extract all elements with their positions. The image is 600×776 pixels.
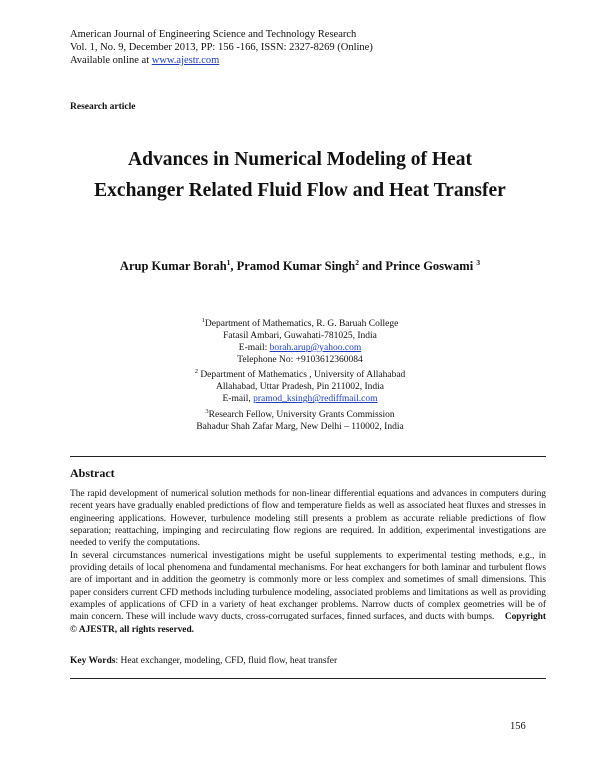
abstract-paragraph-1: The rapid development of numerical solution methods for non-linear differential equations and advances in computers during recent years have gradually enabled predictions of flow and temperature fields as well as associated heat fluxes and stresses in engineering applications. However, turbulence modeling still presents a problem as accurate reliable predictions of flow separation; reattaching, impinging and recirculating flow regions are required. In addition, experimental investigations are needed to verify the computations.: [70, 489, 546, 549]
page-number: 156: [510, 721, 526, 732]
affiliation-3-line-1: $^3$Research Fellow, University Grants Commission: [205, 407, 395, 421]
copyright-notice: Copyright © AJESTR, all rights reserved.: [70, 612, 546, 635]
article-type-label: Research article: [70, 102, 136, 112]
affiliation-1-line-1: $^1$Department of Mathematics, R. G. Baruah College: [201, 317, 399, 330]
author-name: Arup Kumar Borah: [119, 259, 227, 274]
email-link-1[interactable]: borah.arup@yahoo.com: [269, 342, 362, 353]
abstract-body: [70, 488, 546, 636]
affiliation-3-line-2: Bahadur Shah Zafar Marg, New Delhi – 110002, India: [196, 421, 404, 432]
author-affiliation-mark: 3: [476, 258, 481, 267]
journal-name: American Journal of Engineering Science and Technology Research: [70, 29, 357, 40]
affiliations-block: [0, 315, 600, 434]
abstract-paragraph-2: In several circumstances numerical investigations might be useful supplements to experimental testing methods, e.g., in providing details of local phenomena and fundamental mechanisms. For heat exchangers for both laminar and turbulent flows are of important and in addition the geometry is commonly more or less complex and sometimes of small dimensions. This paper considers current CFD methods including turbulence modeling, associated problems and limitations as well as providing examples of applications of CFD in a variety of heat exchanger problems. Narrow ducts of complex geometries will be of main concern. These will include wavy ducts, cross-corrugated surfaces, finned surfaces, and ducts with bumps. Copyright © AJESTR, all rights reserved.: [70, 550, 546, 635]
affiliation-1-phone: Telephone No: +9103612360084: [237, 354, 363, 365]
journal-website-link[interactable]: www.ajestr.com: [151, 55, 220, 66]
author-separator: ,: [230, 259, 237, 274]
affiliation-1-line-2: Fatasil Ambari, Guwahati-781025, India: [223, 330, 377, 341]
divider-bottom: [70, 678, 546, 679]
keywords-text: : Heat exchanger, modeling, CFD, fluid flow, heat transfer: [115, 656, 338, 666]
affiliation-2-line-2: Allahabad, Uttar Pradesh, Pin 211002, India: [216, 382, 384, 393]
keywords-line: [70, 656, 337, 666]
affiliation-2-email: E-mail, pramod_ksingh@rediffmail.com: [222, 394, 378, 405]
journal-header: [70, 28, 373, 67]
author-affiliation-mark: 2: [355, 258, 359, 267]
paper-title-line-1: Advances in Numerical Modeling of Heat: [128, 149, 472, 170]
author-affiliation-mark: 1: [226, 258, 231, 267]
abstract-heading: Abstract: [70, 466, 115, 480]
paper-title-line-2: Exchanger Related Fluid Flow and Heat Transfer: [94, 180, 506, 201]
affiliation-1-email: E-mail: borah.arup@yahoo.com: [238, 342, 362, 353]
journal-volume-info: Vol. 1, No. 9, December 2013, PP: 156 -166, ISSN: 2327-8269 (Online): [70, 42, 373, 53]
journal-availability: Available online at www.ajestr.com: [70, 55, 220, 66]
author-name: Pramod Kumar Singh: [236, 259, 356, 274]
keywords-label: Key Words: [70, 656, 116, 666]
author-separator: and: [358, 259, 386, 274]
divider-top: [70, 456, 546, 457]
author-name: Prince Goswami: [385, 259, 477, 274]
email-link-2[interactable]: pramod_ksingh@rediffmail.com: [253, 394, 378, 405]
affiliation-2-line-1: $^2$ Department of Mathematics , University of Allahabad: [194, 368, 406, 381]
author-list: [0, 258, 600, 274]
